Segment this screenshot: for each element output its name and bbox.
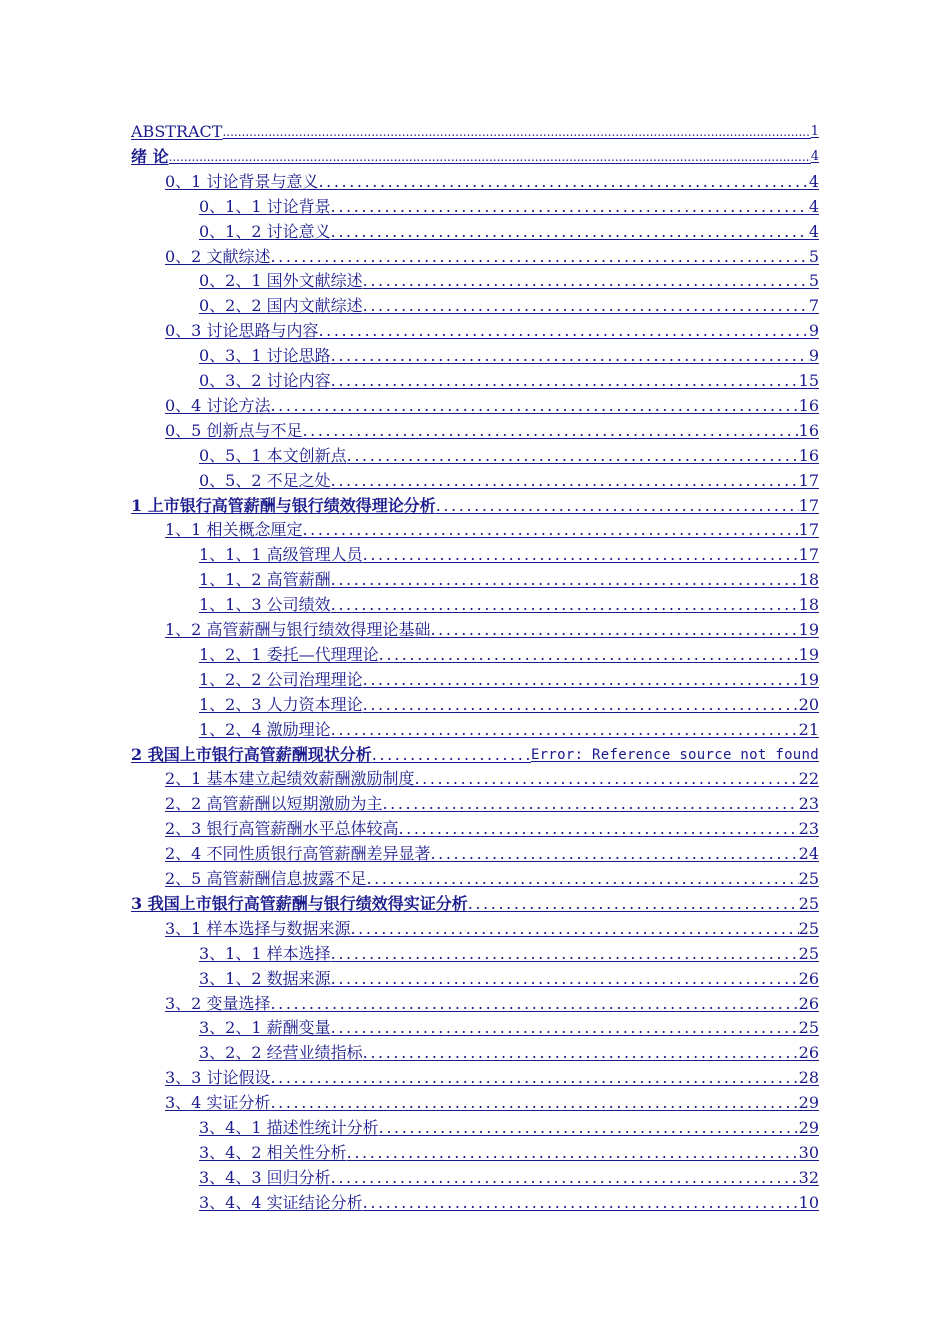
toc-entry[interactable] (131, 118, 819, 142)
toc-dot-leader (331, 197, 809, 217)
toc-entry-title: 0、5 创新点与不足 (165, 421, 303, 440)
toc-entry-page: 32 (798, 1168, 819, 1187)
toc-entry-page: 16 (798, 396, 819, 415)
toc-entry-page: 10 (798, 1193, 819, 1212)
toc-entry[interactable] (131, 492, 819, 516)
toc-entry-title: 1、2、1 委托—代理理论 (199, 645, 379, 664)
toc-entry-page: 1 (810, 124, 819, 139)
toc-dot-leader (318, 321, 808, 341)
toc-dot-leader (379, 1118, 799, 1138)
toc-entry-title: 1 上市银行高管薪酬与银行绩效得理论分析 (131, 496, 436, 515)
toc-entry-title: 0、1、2 讨论意义 (199, 222, 331, 241)
toc-entry-title: ABSTRACT (131, 122, 223, 141)
toc-dot-leader (430, 844, 798, 864)
toc-entry-page: 5 (808, 271, 819, 290)
toc-entry-page: 15 (798, 371, 819, 390)
toc-entry[interactable] (199, 267, 819, 291)
toc-dot-leader (270, 247, 808, 267)
toc-entry[interactable] (199, 1139, 819, 1163)
toc-entry[interactable] (199, 467, 819, 491)
toc-entry-page: 23 (798, 819, 819, 838)
toc-dot-leader (331, 944, 799, 964)
toc-entry[interactable] (199, 641, 819, 665)
toc-entry-page: 16 (798, 446, 819, 465)
toc-entry-title: 3、2、1 薪酬变量 (199, 1018, 331, 1037)
toc-entry[interactable] (199, 367, 819, 391)
toc-entry-title: 1、1 相关概念厘定 (165, 520, 303, 539)
toc-entry[interactable] (165, 765, 819, 789)
toc-entry[interactable] (165, 168, 819, 192)
toc-entry-page: 4 (808, 172, 819, 191)
toc-entry[interactable] (199, 716, 819, 740)
toc-entry-title: 3、4 实证分析 (165, 1093, 271, 1112)
toc-entry-title: 1、2、2 公司治理理论 (199, 670, 363, 689)
toc-entry[interactable] (165, 317, 819, 341)
toc-entry[interactable] (131, 890, 819, 914)
toc-dot-leader (350, 919, 798, 939)
toc-dot-leader (331, 570, 799, 590)
toc-entry[interactable] (165, 865, 819, 889)
toc-entry-title: 绪 论 (131, 147, 169, 166)
toc-entry[interactable] (165, 990, 819, 1014)
toc-dot-leader (222, 122, 810, 142)
toc-entry-page: 25 (798, 1018, 819, 1037)
toc-dot-leader (363, 271, 809, 291)
toc-dot-leader (414, 769, 798, 789)
toc-entry-title: 3、2 变量选择 (165, 994, 271, 1013)
toc-entry-title: 0、4 讨论方法 (165, 396, 271, 415)
toc-entry-page: 26 (798, 969, 819, 988)
toc-entry[interactable] (199, 965, 819, 989)
toc-entry[interactable] (165, 417, 819, 441)
toc-entry[interactable] (199, 566, 819, 590)
toc-entry[interactable] (199, 691, 819, 715)
toc-entry-title: 1、1、3 公司绩效 (199, 595, 331, 614)
toc-entry[interactable] (199, 1039, 819, 1063)
toc-entry-title: 2、1 基本建立起绩效薪酬激励制度 (165, 769, 415, 788)
toc-entry[interactable] (199, 1014, 819, 1038)
toc-dot-leader (363, 695, 799, 715)
toc-entry-page: 30 (798, 1143, 819, 1162)
toc-entry-title: 3、4、2 相关性分析 (199, 1143, 347, 1162)
toc-entry-page: 23 (798, 794, 819, 813)
toc-entry[interactable] (131, 143, 819, 167)
toc-entry[interactable] (165, 790, 819, 814)
toc-entry-title: 0、2 文献综述 (165, 247, 271, 266)
toc-dot-leader (331, 1168, 799, 1188)
toc-dot-leader (382, 794, 798, 814)
toc-entry-page: 4 (810, 149, 819, 164)
toc-entry-page: 18 (798, 570, 819, 589)
toc-entry-page: 7 (808, 296, 819, 315)
toc-entry-page: 4 (808, 222, 819, 241)
toc-dot-leader (363, 670, 799, 690)
toc-dot-leader (270, 1068, 798, 1088)
toc-entry[interactable] (165, 815, 819, 839)
toc-entry-title: 1、2 高管薪酬与银行绩效得理论基础 (165, 620, 431, 639)
toc-entry-title: 3、3 讨论假设 (165, 1068, 271, 1087)
toc-dot-leader (436, 496, 799, 516)
toc-entry-title: 3、1、1 样本选择 (199, 944, 331, 963)
toc-entry[interactable] (165, 1089, 819, 1113)
toc-dot-leader (331, 371, 799, 391)
toc-entry[interactable] (199, 218, 819, 242)
toc-entry-title: 3、4、3 回归分析 (199, 1168, 331, 1187)
toc-entry[interactable] (199, 292, 819, 316)
toc-entry-page: 17 (798, 520, 819, 539)
toc-dot-leader (270, 396, 798, 416)
toc-entry[interactable] (165, 1064, 819, 1088)
toc-entry-title: 0、5、1 本文创新点 (199, 446, 347, 465)
toc-dot-leader (372, 745, 531, 765)
toc-entry-title: 0、5、2 不足之处 (199, 471, 331, 490)
toc-entry-title: 1、1、1 高级管理人员 (199, 545, 363, 564)
toc-entry-title: 1、2、3 人力资本理论 (199, 695, 363, 714)
toc-dot-leader (363, 1193, 799, 1213)
toc-entry-title: 2、3 银行高管薪酬水平总体较高 (165, 819, 399, 838)
toc-entry-page: 17 (798, 471, 819, 490)
toc-dot-leader (302, 520, 798, 540)
toc-dot-leader (331, 471, 799, 491)
toc-entry[interactable] (165, 516, 819, 540)
toc-entry-title: 0、2、2 国内文献综述 (199, 296, 363, 315)
toc-entry[interactable] (199, 591, 819, 615)
toc-entry-page: 25 (798, 919, 819, 938)
toc-entry-title: 3、1 样本选择与数据来源 (165, 919, 351, 938)
toc-entry[interactable] (199, 1164, 819, 1188)
toc-dot-leader (363, 545, 799, 565)
toc-entry-page: 19 (798, 670, 819, 689)
toc-entry-title: 2、5 高管薪酬信息披露不足 (165, 869, 367, 888)
toc-dot-leader (270, 994, 798, 1014)
toc-entry-page: 28 (798, 1068, 819, 1087)
toc-entry-title: 3、4、4 实证结论分析 (199, 1193, 363, 1212)
toc-entry[interactable] (165, 243, 819, 267)
toc-entry-title: 3、2、2 经营业绩指标 (199, 1043, 363, 1062)
toc-entry-page: 22 (798, 769, 819, 788)
toc-dot-leader (366, 869, 798, 889)
toc-entry-title: 0、2、1 国外文献综述 (199, 271, 363, 290)
toc-dot-leader (430, 620, 798, 640)
toc-dot-leader (318, 172, 808, 192)
toc-dot-leader (331, 720, 799, 740)
toc-dot-leader (169, 147, 811, 167)
toc-dot-leader (363, 296, 809, 316)
toc-entry-page: 29 (798, 1118, 819, 1137)
toc-entry[interactable] (199, 342, 819, 366)
toc-entry-page: 18 (798, 595, 819, 614)
toc-dot-leader (398, 819, 798, 839)
toc-entry-page: 21 (798, 720, 819, 739)
toc-entry[interactable] (165, 840, 819, 864)
toc-entry[interactable] (165, 616, 819, 640)
toc-entry-page: 9 (808, 346, 819, 365)
toc-entry[interactable] (199, 940, 819, 964)
toc-entry[interactable] (199, 541, 819, 565)
toc-entry-page: 4 (808, 197, 819, 216)
toc-entry-page: 25 (798, 944, 819, 963)
toc-entry[interactable] (199, 666, 819, 690)
toc-entry[interactable] (199, 442, 819, 466)
toc-entry-page: 9 (808, 321, 819, 340)
toc-dot-leader (347, 446, 799, 466)
toc-dot-leader (363, 1043, 799, 1063)
toc-entry-title: 1、2、4 激励理论 (199, 720, 331, 739)
toc-entry-page: 19 (798, 620, 819, 639)
toc-dot-leader (270, 1093, 798, 1113)
toc-dot-leader (331, 969, 799, 989)
toc-entry[interactable] (199, 193, 819, 217)
toc-entry[interactable] (165, 392, 819, 416)
toc-entry-page: 17 (798, 496, 819, 515)
toc-entry-title: 0、3、2 讨论内容 (199, 371, 331, 390)
toc-dot-leader (379, 645, 799, 665)
toc-entry-page: 29 (798, 1093, 819, 1112)
toc-dot-leader (302, 421, 798, 441)
toc-entry-page: 25 (798, 869, 819, 888)
toc-entry-page: 5 (808, 247, 819, 266)
toc-entry-title: 2、4 不同性质银行高管薪酬差异显著 (165, 844, 431, 863)
toc-dot-leader (331, 1018, 799, 1038)
toc-entry[interactable] (199, 1114, 819, 1138)
toc-dot-leader (331, 222, 809, 242)
toc-entry-page: 25 (798, 894, 819, 913)
toc-entry-title: 0、1 讨论背景与意义 (165, 172, 319, 191)
toc-entry-page: 20 (798, 695, 819, 714)
toc-entry-page: 19 (798, 645, 819, 664)
toc-entry[interactable] (199, 1189, 819, 1213)
toc-entry[interactable] (131, 741, 819, 765)
toc-entry-title: 1、1、2 高管薪酬 (199, 570, 331, 589)
toc-entry-title: 2、2 高管薪酬以短期激励为主 (165, 794, 383, 813)
toc-entry-title: 3、4、1 描述性统计分析 (199, 1118, 379, 1137)
toc-entry-title: 3 我国上市银行高管薪酬与银行绩效得实证分析 (131, 894, 468, 913)
toc-dot-leader (468, 894, 799, 914)
toc-dot-leader (347, 1143, 799, 1163)
toc-entry-title: 0、3 讨论思路与内容 (165, 321, 319, 340)
toc-entry-page: 26 (798, 994, 819, 1013)
toc-entry-page: 16 (798, 421, 819, 440)
toc-entry-page: 26 (798, 1043, 819, 1062)
toc-entry-title: 3、1、2 数据来源 (199, 969, 331, 988)
toc-entry-title: 2 我国上市银行高管薪酬现状分析 (131, 745, 372, 764)
toc-dot-leader (331, 595, 799, 615)
toc-dot-leader (331, 346, 809, 366)
toc-entry-title: 0、1、1 讨论背景 (199, 197, 331, 216)
toc-entry-page: Error: Reference source not found (530, 747, 819, 763)
toc-entry-page: 24 (798, 844, 819, 863)
toc-entry-page: 17 (798, 545, 819, 564)
toc-entry[interactable] (165, 915, 819, 939)
toc-entry-title: 0、3、1 讨论思路 (199, 346, 331, 365)
